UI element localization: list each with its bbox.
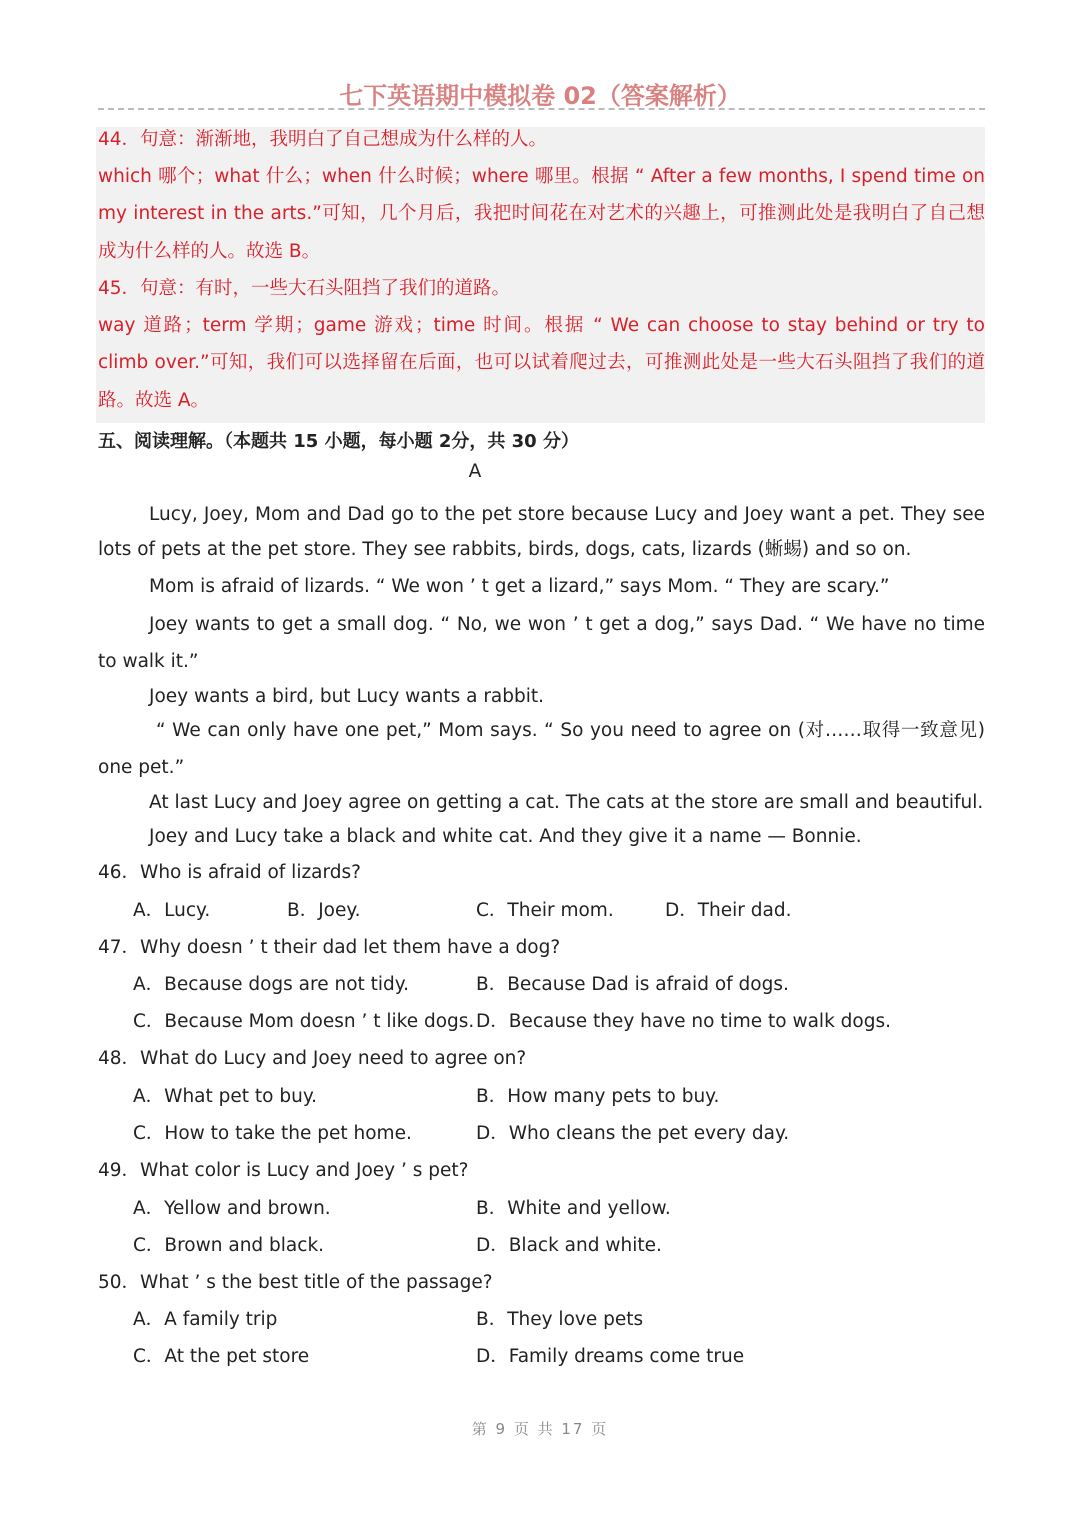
answer-45-body: way 道路；term 学期；game 游戏；time 时间。根据 “ We can choose to stay behind or try to climb over.”可知，我们可以选择留在后面，也可以试着爬过去，可推测此处是一些大石头阻挡了我们的道路。故选 A。 bbox=[98, 315, 985, 411]
option-46-d[interactable]: D．Their dad. bbox=[665, 900, 792, 921]
passage-paragraph: “ We can only have one pet,” Mom says. “ So you need to agree on (对……取得一致意见) one pet.” bbox=[98, 720, 985, 778]
option-49-c[interactable]: C．Brown and black. bbox=[133, 1235, 325, 1256]
option-49-d[interactable]: D．Black and white. bbox=[476, 1235, 662, 1256]
answer-44-body: which 哪个；what 什么；when 什么时候；where 哪里。根据 “ After a few months, I spend time on my interest in the arts.”可知，几个月后，我把时间花在对艺术的兴趣上，可推测此处是我明白了自己想成为什么样的人。故选 B。 bbox=[98, 166, 985, 262]
answer-44-question: 44．句意：渐渐地，我明白了自己想成为什么样的人。 bbox=[98, 129, 548, 150]
option-47-c[interactable]: C．Because Mom doesn ’ t like dogs. bbox=[133, 1011, 475, 1032]
option-46-c[interactable]: C．Their mom. bbox=[476, 900, 614, 921]
option-50-c[interactable]: C．At the pet store bbox=[133, 1346, 310, 1367]
title-divider bbox=[98, 108, 985, 110]
passage-paragraph: Lucy, Joey, Mom and Dad go to the pet store because Lucy and Joey want a pet. They see lots of pets at the pet store. They see rabbits, birds, dogs, cats, lizards (蜥蜴) and so on. bbox=[98, 504, 985, 560]
question-48: 48．What do Lucy and Joey need to agree on? bbox=[98, 1048, 527, 1069]
answer-45-question: 45．句意：有时，一些大石头阻挡了我们的道路。 bbox=[98, 278, 511, 299]
option-49-a[interactable]: A．Yellow and brown. bbox=[133, 1198, 331, 1219]
answer-45 bbox=[98, 270, 985, 419]
document-title: 七下英语期中模拟卷 02（答案解析） bbox=[339, 82, 741, 110]
option-50-a[interactable]: A．A family trip bbox=[133, 1309, 278, 1330]
question-49: 49．What color is Lucy and Joey ’ s pet? bbox=[98, 1160, 469, 1181]
section-heading: 五、阅读理解。（本题共 15 小题，每小题 2分，共 30 分） bbox=[98, 431, 579, 452]
passage-paragraph: Joey wants to get a small dog. “ No, we won ’ t get a dog,” says Dad. “ We have no time to walk it.” bbox=[98, 614, 985, 672]
option-48-b[interactable]: B．How many pets to buy. bbox=[476, 1086, 720, 1107]
option-48-c[interactable]: C．How to take the pet home. bbox=[133, 1123, 412, 1144]
option-50-d[interactable]: D．Family dreams come true bbox=[476, 1346, 745, 1367]
passage-label: A bbox=[468, 461, 482, 482]
option-46-b[interactable]: B．Joey. bbox=[287, 900, 361, 921]
question-47: 47．Why doesn ’ t their dad let them have a dog? bbox=[98, 937, 561, 958]
option-48-d[interactable]: D．Who cleans the pet every day. bbox=[476, 1123, 790, 1144]
passage-paragraph: Mom is afraid of lizards. “ We won ’ t get a lizard,” says Mom. “ They are scary.” bbox=[149, 576, 890, 597]
page-number: 第 9 页 共 17 页 bbox=[471, 1420, 609, 1438]
option-48-a[interactable]: A．What pet to buy. bbox=[133, 1086, 318, 1107]
option-47-a[interactable]: A．Because dogs are not tidy. bbox=[133, 974, 409, 995]
passage-paragraph: Joey wants a bird, but Lucy wants a rabbit. bbox=[149, 686, 545, 707]
answer-44 bbox=[98, 121, 985, 270]
passage-paragraph: At last Lucy and Joey agree on getting a cat. The cats at the store are small and beautiful. bbox=[149, 792, 984, 813]
option-50-b[interactable]: B．They love pets bbox=[476, 1309, 644, 1330]
question-50: 50．What ’ s the best title of the passage? bbox=[98, 1272, 493, 1293]
passage-paragraph: Joey and Lucy take a black and white cat. And they give it a name — Bonnie. bbox=[149, 826, 862, 847]
question-46: 46．Who is afraid of lizards? bbox=[98, 862, 361, 883]
option-46-a[interactable]: A．Lucy. bbox=[133, 900, 211, 921]
option-47-d[interactable]: D．Because they have no time to walk dogs. bbox=[476, 1011, 891, 1032]
option-47-b[interactable]: B．Because Dad is afraid of dogs. bbox=[476, 974, 789, 995]
option-49-b[interactable]: B．White and yellow. bbox=[476, 1198, 671, 1219]
